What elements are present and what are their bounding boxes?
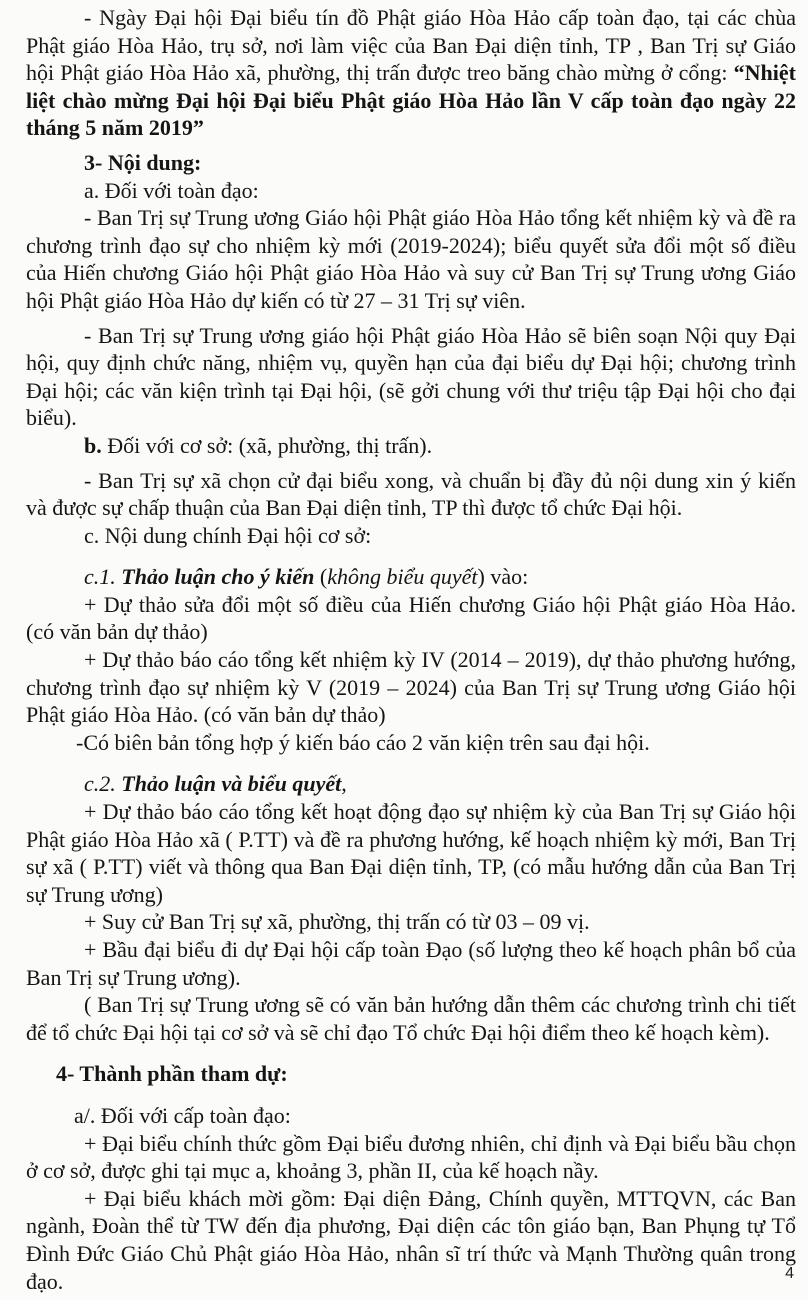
section-3-heading: 3- Nội dung: (84, 149, 202, 175)
c1-item-2: + Dự thảo báo cáo tổng kết nhiệm kỳ IV (2014 – 2019), dự thảo phương hướng, chương trình đạo sự nhiệm kỳ V (2019 – 2024) của Ban Trị sự Trung ương Giáo hội Phật giáo Hòa Hảo. (có văn bản dự thảo) (26, 647, 796, 728)
section-3b-title: Đối với cơ sở: (xã, phường, thị trấn). (101, 432, 433, 458)
welcome-banner-text: “Nhiệt liệt chào mừng Đại hội Đại biểu Phật giáo Hòa Hảo lần V cấp toàn đạo ngày 22 tháng 5 năm 2019” (26, 60, 796, 141)
section-4a-item-1: + Đại biểu chính thức gồm Đại biểu đương nhiên, chỉ định và Đại biểu bầu chọn ở cơ sở, được ghi tại mục a, khoảng 3, phần II, của kế hoạch nầy. (26, 1130, 796, 1184)
c2-item-4: ( Ban Trị sự Trung ương sẽ có văn bản hướng dẫn thêm các chương trình chi tiết để tổ chức Đại hội tại cơ sở và sẽ chỉ đạo Tổ chức Đại hội điểm theo kế hoạch kèm). (26, 992, 796, 1045)
section-3a-paragraph-1: - Ban Trị sự Trung ương Giáo hội Phật giáo Hòa Hảo tổng kết nhiệm kỳ và đề ra chương trình đạo sự cho nhiệm kỳ mới (2019-2024); biểu quyết sửa đổi một số điều của Hiến chương Giáo hội Phật giáo Hòa Hảo và suy cử Ban Trị sự Trung ương Giáo hội Phật giáo Hòa Hảo dự kiến có từ 27 – 31 Trị sự viên. (26, 205, 796, 313)
section-c1-heading (26, 563, 796, 591)
section-4-heading: 4- Thành phần tham dự: (56, 1061, 288, 1087)
c1-number: c.1. (84, 564, 122, 590)
section-3b-paragraph-1: - Ban Trị sự xã chọn cử đại biểu xong, và chuẩn bị đầy đủ nội dung xin ý kiến và được sự chấp thuận của Ban Đại diện tỉnh, TP thì được tổ chức Đại hội. (26, 467, 796, 521)
page-number: 4 (785, 1265, 794, 1283)
section-3c-heading: c. Nội dung chính Đại hội cơ sở: (84, 522, 372, 548)
section-3b-label: b. (84, 432, 102, 458)
c2-number: c.2. (84, 771, 122, 797)
intro-paragraph (26, 4, 796, 142)
section-3b-heading (26, 432, 796, 460)
c1-item-1: + Dự thảo sửa đổi một số điều của Hiến chương Giáo hội Phật giáo Hòa Hảo. (có văn bản dự thảo) (26, 591, 796, 645)
intro-text: - Ngày Đại hội Đại biểu tín đồ Phật giáo Hòa Hảo cấp toàn đạo, tại các chùa Phật giáo Hòa Hảo, trụ sở, nơi làm việc của Ban Đại diện tỉnh, TP , Ban Trị sự Giáo hội Phật giáo Hòa Hảo xã, phường, thị trấn được treo băng chào mừng ở cổng: (26, 5, 796, 86)
c1-item-3: -Có biên bản tổng hợp ý kiến báo cáo 2 văn kiện trên sau đại hội. (76, 729, 650, 755)
c1-title: Thảo luận cho ý kiến (121, 564, 315, 590)
c2-item-1: + Dự thảo báo cáo tổng kết hoạt động đạo sự nhiệm kỳ của Ban Trị sự Giáo hội Phật giáo Hòa Hảo xã ( P.TT) và đề ra phương hướng, kế hoạch nhiệm kỳ mới, Ban Trị sự xã ( P.TT) viết và thông qua Ban Đại diện tỉnh, TP, (có mẫu hướng dẫn của Ban Trị sự Trung ương) (26, 799, 796, 907)
c2-tail: , (341, 771, 347, 797)
section-4a-item-2: + Đại biểu khách mời gồm: Đại diện Đảng, Chính quyền, MTTQVN, các Ban ngành, Đoàn thể từ TW đến địa phương, Đại diện các tôn giáo bạn, Ban Phụng tự Tổ Đình Đức Giáo Chủ Phật giáo Hòa Hảo, nhân sĩ trí thức và Mạnh Thường quân trong đạo. (26, 1185, 796, 1294)
c2-item-3: + Bầu đại biểu đi dự Đại hội cấp toàn Đạo (số lượng theo kế hoạch phân bổ của Ban Trị sự Trung ương). (26, 937, 796, 990)
c1-note: không biểu quyết (327, 564, 478, 590)
section-3a-paragraph-2: - Ban Trị sự Trung ương giáo hội Phật giáo Hòa Hảo sẽ biên soạn Nội quy Đại hội, quy định chức năng, nhiệm vụ, quyền hạn của đại biểu dự Đại hội; chương trình Đại hội; các văn kiện trình tại Đại hội, (sẽ gởi chung với thư triệu tập Đại hội cho đại biểu). (26, 322, 796, 431)
section-c2-heading (26, 770, 796, 798)
c1-tail: ) vào: (477, 564, 529, 590)
c1-paren-open: ( (314, 564, 328, 590)
section-3a-heading: a. Đối với toàn đạo: (84, 177, 259, 203)
c2-title: Thảo luận và biểu quyết (121, 771, 342, 797)
section-4a-heading: a/. Đối với cấp toàn đạo: (74, 1102, 291, 1128)
c2-item-2: + Suy cử Ban Trị sự xã, phường, thị trấn có từ 03 – 09 vị. (84, 909, 590, 935)
